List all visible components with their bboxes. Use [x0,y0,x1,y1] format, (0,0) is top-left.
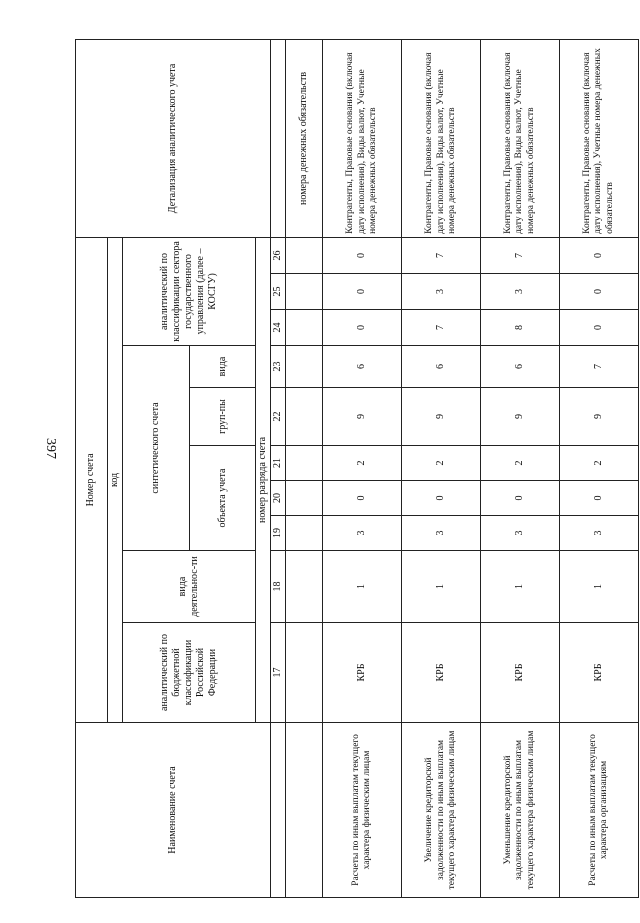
digits-row [271,39,286,897]
account-name: Расчеты по иным выплатам текущего характера физическим лицам [323,723,402,898]
cell: 6 [402,346,481,388]
cell: 2 [560,446,639,481]
cell: КРБ [560,623,639,723]
header-synthetic: синтетического счета [122,346,189,551]
cell: 6 [481,346,560,388]
table-row [560,39,639,897]
digit-cell: 24 [271,310,286,346]
digits-empty [271,39,286,237]
digit-cell: 18 [271,551,286,623]
digit-cell: 25 [271,274,286,310]
digit-cell: 21 [271,446,286,481]
rotated-table-wrapper [75,40,639,898]
cell: КРБ [481,623,560,723]
cell: 2 [402,446,481,481]
digit-cell: 19 [271,516,286,551]
cell: 3 [560,516,639,551]
cell: 9 [402,388,481,446]
cont-empty [286,446,323,481]
detail-cell: Контрагенты, Правовые основания (включая дату исполнения), Виды валют, Учетные номера денежных обязательств [402,39,481,237]
cell: 3 [481,274,560,310]
header-name: Наименование счета [76,723,271,898]
digit-cell: 26 [271,237,286,273]
cont-empty [286,623,323,723]
header-activity-type: вида деятельнос-ти [122,551,256,623]
cell: 1 [323,551,402,623]
cont-empty [286,723,323,898]
cont-empty [286,310,323,346]
table-row [402,39,481,897]
cell: 2 [323,446,402,481]
cell: 0 [402,481,481,516]
cont-empty [286,237,323,273]
cell: 0 [323,274,402,310]
cell: 7 [560,346,639,388]
continued-detail: номера денежных обязательств [286,39,323,237]
cell: 3 [481,516,560,551]
cell: 0 [323,481,402,516]
cell: 7 [481,237,560,273]
cell: 2 [481,446,560,481]
cell: 8 [481,310,560,346]
cell: 1 [481,551,560,623]
header-kind: вида [189,346,256,388]
account-name: Расчеты по иным выплатам текущего характера организациям [560,723,639,898]
cell: 7 [402,310,481,346]
account-name: Увеличение кредиторской задолженности по иным выплатам текущего характера физическим лицам [402,723,481,898]
table-row [323,39,402,897]
header-digit-number: номер разряда счета [256,237,271,722]
digit-cell: 17 [271,623,286,723]
cell: 0 [560,310,639,346]
header-kosgu: аналитический по классификации сектора государственного управления (далее – КОСГУ) [122,237,256,345]
cell: 3 [323,516,402,551]
accounts-table [75,39,639,898]
cont-empty [286,551,323,623]
header-budget-class: аналитический по бюджетной классификации Российской Федерации [122,623,256,723]
cell: 0 [323,237,402,273]
header-detail: Детализация аналитического учета [76,39,271,237]
cell: 7 [402,237,481,273]
cell: 3 [402,274,481,310]
cell: 0 [560,274,639,310]
cell: КРБ [323,623,402,723]
digit-cell: 22 [271,388,286,446]
cell: 1 [402,551,481,623]
continuation-row [286,39,323,897]
cell: 9 [481,388,560,446]
cont-empty [286,346,323,388]
header-account-number: Номер счета [76,237,108,722]
cell: 0 [323,310,402,346]
header-group: груп-пы [189,388,256,446]
digit-cell: 20 [271,481,286,516]
detail-cell: Контрагенты, Правовые основания (включая дату исполнения), Виды валют, Учетные номера денежных обязательств [323,39,402,237]
digit-cell: 23 [271,346,286,388]
page-number: 397 [43,438,58,459]
header-account-object: объекта учета [189,446,256,551]
cell: 1 [560,551,639,623]
detail-cell: Контрагенты, Правовые основания (включая дату исполнения), Виды валют, Учетные номера денежных обязательств [481,39,560,237]
cont-empty [286,516,323,551]
header-row-1 [76,39,108,897]
detail-cell: Контрагенты, Правовые основания (включая дату исполнения), Учетные номера денежных обязательств [560,39,639,237]
cell: 9 [323,388,402,446]
cell: 0 [560,237,639,273]
cell: 0 [481,481,560,516]
cell: 3 [402,516,481,551]
cont-empty [286,388,323,446]
cont-empty [286,481,323,516]
cell: КРБ [402,623,481,723]
cell: 6 [323,346,402,388]
cell: 0 [560,481,639,516]
account-name: Уменьшение кредиторской задолженности по иным выплатам текущего характера физическим лицам [481,723,560,898]
table-row [481,39,560,897]
cell: 9 [560,388,639,446]
digits-empty [271,723,286,898]
cont-empty [286,274,323,310]
header-code: код [107,237,122,722]
